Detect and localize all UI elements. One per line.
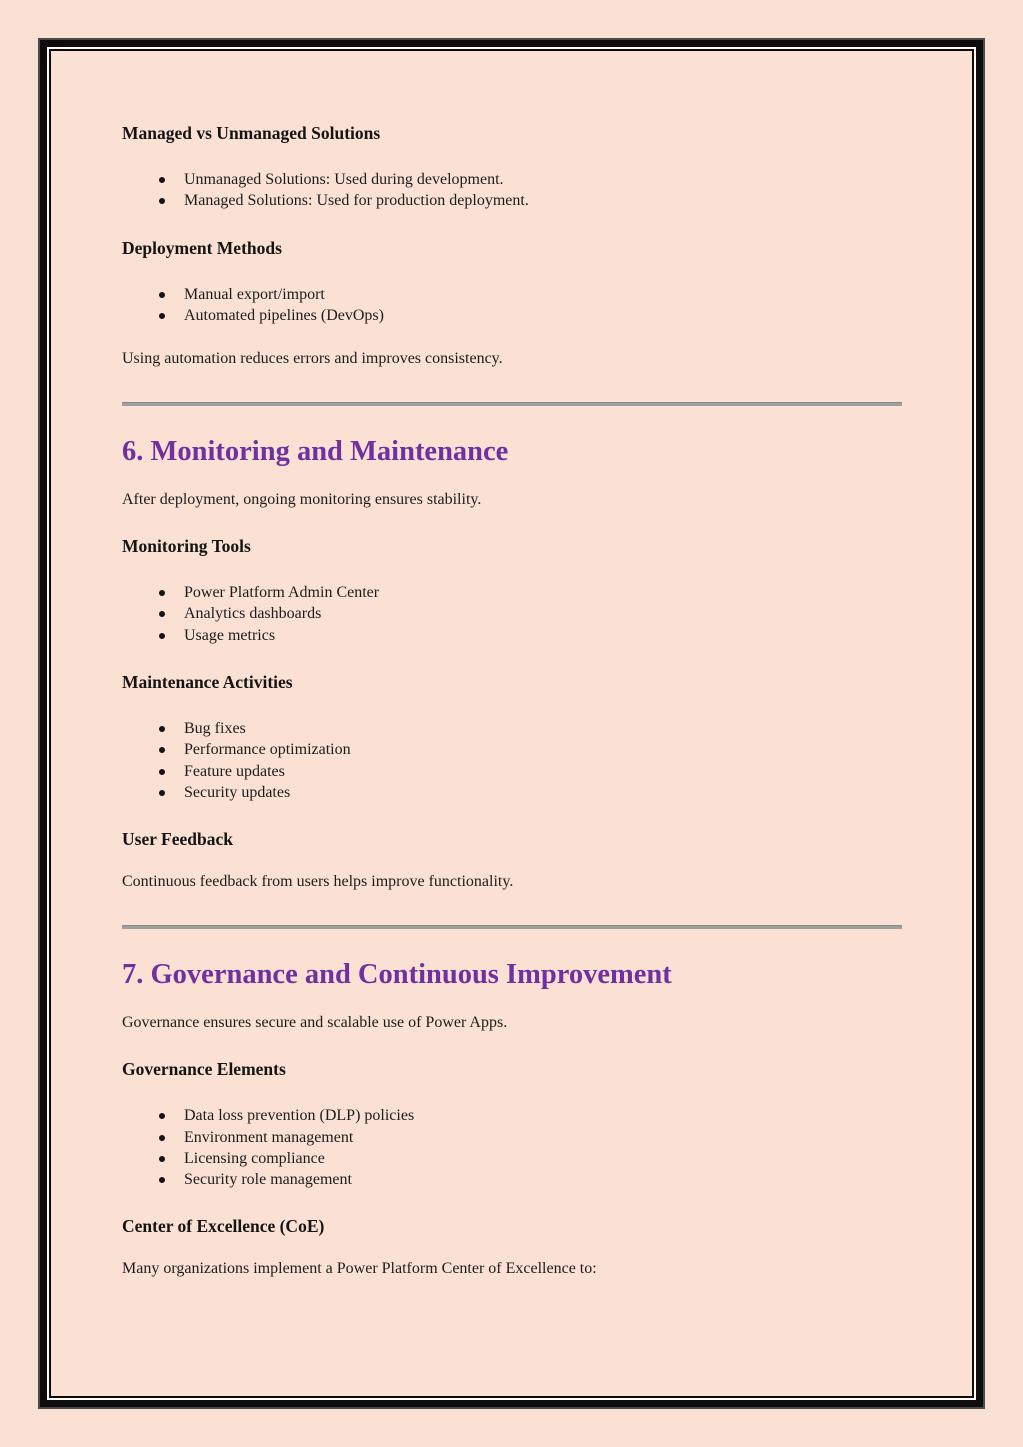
paragraph-automation-note: Using automation reduces errors and improves consistency.	[122, 350, 503, 368]
bullet-item: Feature updates	[184, 761, 902, 782]
bullet-list-managed-vs-unmanaged	[122, 169, 902, 212]
bullet-item: Power Platform Admin Center	[184, 582, 902, 603]
bullet-item: Licensing compliance	[184, 1148, 902, 1169]
bullet-item: Security role management	[184, 1169, 902, 1190]
paragraph-governance-intro: Governance ensures secure and scalable use of Power Apps.	[122, 1014, 508, 1032]
heading-center-of-excellence: Center of Excellence (CoE)	[122, 1216, 325, 1237]
chapter-heading-monitoring-and-maintenance: 6. Monitoring and Maintenance	[122, 436, 509, 468]
bullet-item: Analytics dashboards	[184, 603, 902, 624]
section-divider	[122, 925, 902, 929]
bullet-list-governance-elements	[122, 1105, 902, 1190]
chapter-heading-governance-and-continuous-improvement: 7. Governance and Continuous Improvement	[122, 959, 672, 991]
bullet-item: Managed Solutions: Used for production deployment.	[184, 190, 902, 211]
bullet-list-maintenance-activities	[122, 718, 902, 803]
bullet-item: Environment management	[184, 1127, 902, 1148]
paragraph-monitoring-intro: After deployment, ongoing monitoring ensures stability.	[122, 491, 482, 509]
heading-deployment-methods: Deployment Methods	[122, 237, 282, 258]
heading-monitoring-tools: Monitoring Tools	[122, 536, 251, 557]
heading-governance-elements: Governance Elements	[122, 1059, 286, 1080]
bullet-list-monitoring-tools	[122, 582, 902, 646]
bullet-item: Bug fixes	[184, 718, 902, 739]
paragraph-user-feedback-note: Continuous feedback from users helps improve functionality.	[122, 873, 514, 891]
heading-user-feedback: User Feedback	[122, 829, 233, 850]
bullet-list-deployment-methods	[122, 284, 902, 327]
bullet-item: Usage metrics	[184, 625, 902, 646]
paragraph-center-of-excellence-note: Many organizations implement a Power Platform Center of Excellence to:	[122, 1260, 597, 1278]
section-divider	[122, 402, 902, 406]
page-border-band	[40, 40, 983, 1407]
bullet-item: Unmanaged Solutions: Used during development.	[184, 169, 902, 190]
bullet-item: Automated pipelines (DevOps)	[184, 305, 902, 326]
bullet-item: Security updates	[184, 782, 902, 803]
bullet-item: Data loss prevention (DLP) policies	[184, 1105, 902, 1126]
page-border-inner-line	[49, 49, 974, 1398]
page-border-frame	[38, 38, 985, 1409]
document-content	[51, 51, 972, 1396]
heading-maintenance-activities: Maintenance Activities	[122, 672, 293, 693]
bullet-item: Manual export/import	[184, 284, 902, 305]
heading-managed-vs-unmanaged-solutions: Managed vs Unmanaged Solutions	[122, 123, 381, 143]
bullet-item: Performance optimization	[184, 739, 902, 760]
page-border-light-line	[47, 47, 976, 1400]
